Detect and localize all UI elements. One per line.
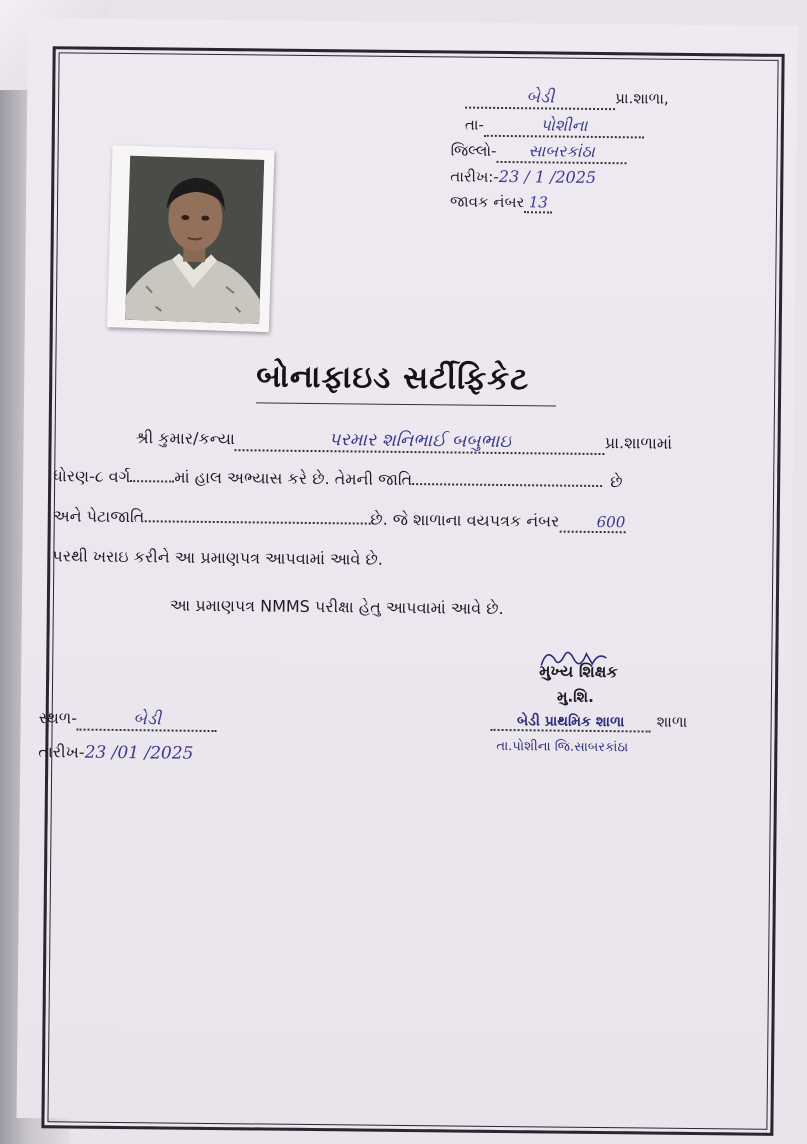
- footer-date-value: 23 /01 /2025: [84, 742, 194, 764]
- certificate-title: બોનાફાઇડ સર્ટીફિકેટ: [256, 358, 530, 398]
- header-school-line: [465, 87, 669, 111]
- header-taluka-line: [465, 115, 644, 139]
- line1-prefix: શ્રી કુમાર/કન્યા: [135, 428, 235, 449]
- school-suffix: પ્રા.શાળા,: [615, 89, 669, 108]
- footer-date-line: [38, 742, 193, 764]
- outward-label: જાવક નંબર: [450, 192, 525, 212]
- portrait-image: [125, 156, 264, 324]
- stamp-school-name: બેડી પ્રાથમિક શાળા: [516, 713, 625, 731]
- date-label: તારીખ:-: [450, 167, 499, 186]
- line2-prefix: ધોરણ-૮ વર્ગ: [53, 466, 131, 487]
- line3-prefix: અને પેટાજાતિ: [52, 506, 145, 527]
- place-value: બેડી: [133, 709, 162, 730]
- certificate-sheet: [16, 18, 797, 1126]
- header-date-line: [450, 166, 596, 187]
- school-name-handwritten: બેડી: [526, 87, 555, 108]
- taluka-label: તા-: [464, 115, 485, 134]
- outward-value: 13: [528, 193, 548, 212]
- body-line-5: આ પ્રમાણપત્ર NMMS પરીક્ષા હેતુ આપવામાં આવે છે.: [169, 595, 504, 619]
- district-value: સાબરકાંઠા: [528, 141, 595, 161]
- student-name: પરમાર શનિભાઈ બબુભાઇ: [328, 429, 512, 453]
- school-word: શાળા: [656, 712, 688, 731]
- body-line-4: પરથી ખરાઇ કરીને આ પ્રમાણપત્ર આપવામાં આવે છે.: [52, 546, 383, 569]
- photo-portrait: [125, 156, 264, 324]
- header-outward-line: [450, 192, 552, 213]
- head-teacher-abbrev: મુ.શિ.: [556, 687, 594, 706]
- head-teacher-title: મુખ્ય શિક્ષક: [539, 661, 618, 682]
- line1-suffix: પ્રા.શાળામાં: [604, 433, 673, 453]
- line2-suffix: છે: [610, 472, 623, 492]
- district-label: જિલ્લો-: [450, 141, 497, 160]
- header-date-value: 23 / 1 /2025: [498, 166, 597, 187]
- line2-text: માં હાલ અભ્યાસ કરે છે. તેમની જાતિ: [174, 467, 413, 490]
- stamp-address: તા.પોશીના જિ.સાબરકાંઠા: [496, 738, 629, 756]
- footer-date-label: તારીખ-: [38, 742, 85, 762]
- line3-text: છે. જે શાળાના વયપત્રક નંબર: [370, 509, 560, 531]
- student-photo: [107, 145, 275, 332]
- taluka-value: પોશીના: [540, 115, 588, 135]
- place-line: [39, 708, 218, 732]
- school-stamp-line: [491, 711, 688, 733]
- place-label: સ્થળ-: [38, 708, 78, 728]
- header-district-line: [451, 140, 627, 164]
- register-number: 600: [596, 512, 626, 532]
